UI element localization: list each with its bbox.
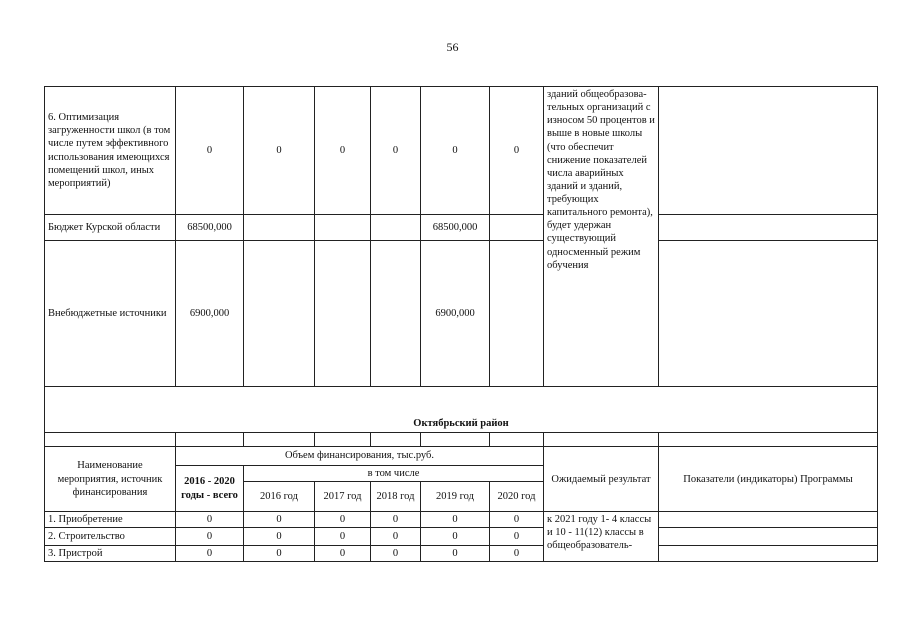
table-row (45, 512, 878, 528)
year-2020-cell: 0 (490, 512, 544, 528)
year-2018-cell: 0 (371, 528, 421, 546)
financing-table (44, 86, 878, 562)
empty-cell (45, 433, 176, 447)
year-2020-cell (490, 215, 544, 241)
header-row (45, 447, 878, 466)
year-2017-cell: 0 (315, 87, 371, 215)
year-2016-cell: 0 (244, 87, 315, 215)
header-including: в том числе (244, 466, 544, 482)
financing-table-container (44, 86, 878, 562)
total-cell: 6900,000 (176, 241, 244, 387)
row-label: Бюджет Курской области (45, 215, 176, 241)
indicators-cell (659, 546, 878, 562)
year-2016-cell (244, 215, 315, 241)
empty-cell (371, 433, 421, 447)
year-2019-cell: 68500,000 (421, 215, 490, 241)
year-2019-cell: 0 (421, 87, 490, 215)
year-2016-cell: 0 (244, 512, 315, 528)
header-year-2017: 2017 год (315, 482, 371, 512)
row-label: 6. Оптимизация загруженности школ (в том числе путем эффективного использования имеющихся помещений школ, иных мероприятий) (45, 87, 176, 215)
empty-cell (421, 433, 490, 447)
year-2016-cell (244, 241, 315, 387)
header-year-2019: 2019 год (421, 482, 490, 512)
empty-cell (315, 433, 371, 447)
region-title: Октябрьский район (45, 387, 878, 433)
year-2017-cell: 0 (315, 512, 371, 528)
empty-cell (659, 433, 878, 447)
year-2020-cell: 0 (490, 87, 544, 215)
year-2016-cell: 0 (244, 546, 315, 562)
indicators-cell (659, 215, 878, 241)
page-number: 56 (446, 40, 459, 54)
year-2020-cell (490, 241, 544, 387)
total-cell: 0 (176, 512, 244, 528)
row-label: 1. Приобретение (45, 512, 176, 528)
indicators-cell (659, 87, 878, 215)
year-2019-cell: 0 (421, 512, 490, 528)
total-cell: 0 (176, 87, 244, 215)
header-expected-result: Ожидаемый результат (544, 447, 659, 512)
empty-cell (544, 433, 659, 447)
total-cell: 68500,000 (176, 215, 244, 241)
table-row (45, 546, 878, 562)
expected-result-cell: к 2021 году 1- 4 классы и 10 - 11(12) классы в общеобразователь- (544, 512, 659, 562)
table-row (45, 87, 878, 215)
row-label: 2. Строительство (45, 528, 176, 546)
year-2018-cell: 0 (371, 546, 421, 562)
expected-result-cell: зданий общеобразова-тельных организаций с износом 50 процентов и выше в новые школы (что обеспечит снижение показателей числа аварийных зданий и зданий, требующих капитального ремонта), будет удержан существующий односменный режим обучения (544, 87, 659, 387)
header-indicators: Показатели (индикаторы) Программы (659, 447, 878, 512)
year-2020-cell: 0 (490, 528, 544, 546)
year-2017-cell (315, 215, 371, 241)
row-label: 3. Пристрой (45, 546, 176, 562)
year-2019-cell: 0 (421, 546, 490, 562)
header-total: 2016 - 2020 годы - всего (176, 466, 244, 512)
year-2018-cell (371, 215, 421, 241)
row-label: Внебюджетные источники (45, 241, 176, 387)
year-2018-cell (371, 241, 421, 387)
spacer-row (45, 433, 878, 447)
year-2020-cell: 0 (490, 546, 544, 562)
header-year-2016: 2016 год (244, 482, 315, 512)
total-cell: 0 (176, 528, 244, 546)
year-2019-cell: 6900,000 (421, 241, 490, 387)
year-2017-cell: 0 (315, 528, 371, 546)
total-cell: 0 (176, 546, 244, 562)
year-2018-cell: 0 (371, 512, 421, 528)
indicators-cell (659, 528, 878, 546)
year-2017-cell: 0 (315, 546, 371, 562)
year-2018-cell: 0 (371, 87, 421, 215)
empty-cell (176, 433, 244, 447)
header-year-2018: 2018 год (371, 482, 421, 512)
header-year-2020: 2020 год (490, 482, 544, 512)
header-volume: Объем финансирования, тыс.руб. (176, 447, 544, 466)
table-row (45, 215, 878, 241)
year-2017-cell (315, 241, 371, 387)
header-name: Наименование мероприятия, источник финансирования (45, 447, 176, 512)
year-2019-cell: 0 (421, 528, 490, 546)
year-2016-cell: 0 (244, 528, 315, 546)
table-row (45, 241, 878, 387)
indicators-cell (659, 241, 878, 387)
region-row (45, 387, 878, 433)
indicators-cell (659, 512, 878, 528)
table-row (45, 528, 878, 546)
empty-cell (244, 433, 315, 447)
empty-cell (490, 433, 544, 447)
